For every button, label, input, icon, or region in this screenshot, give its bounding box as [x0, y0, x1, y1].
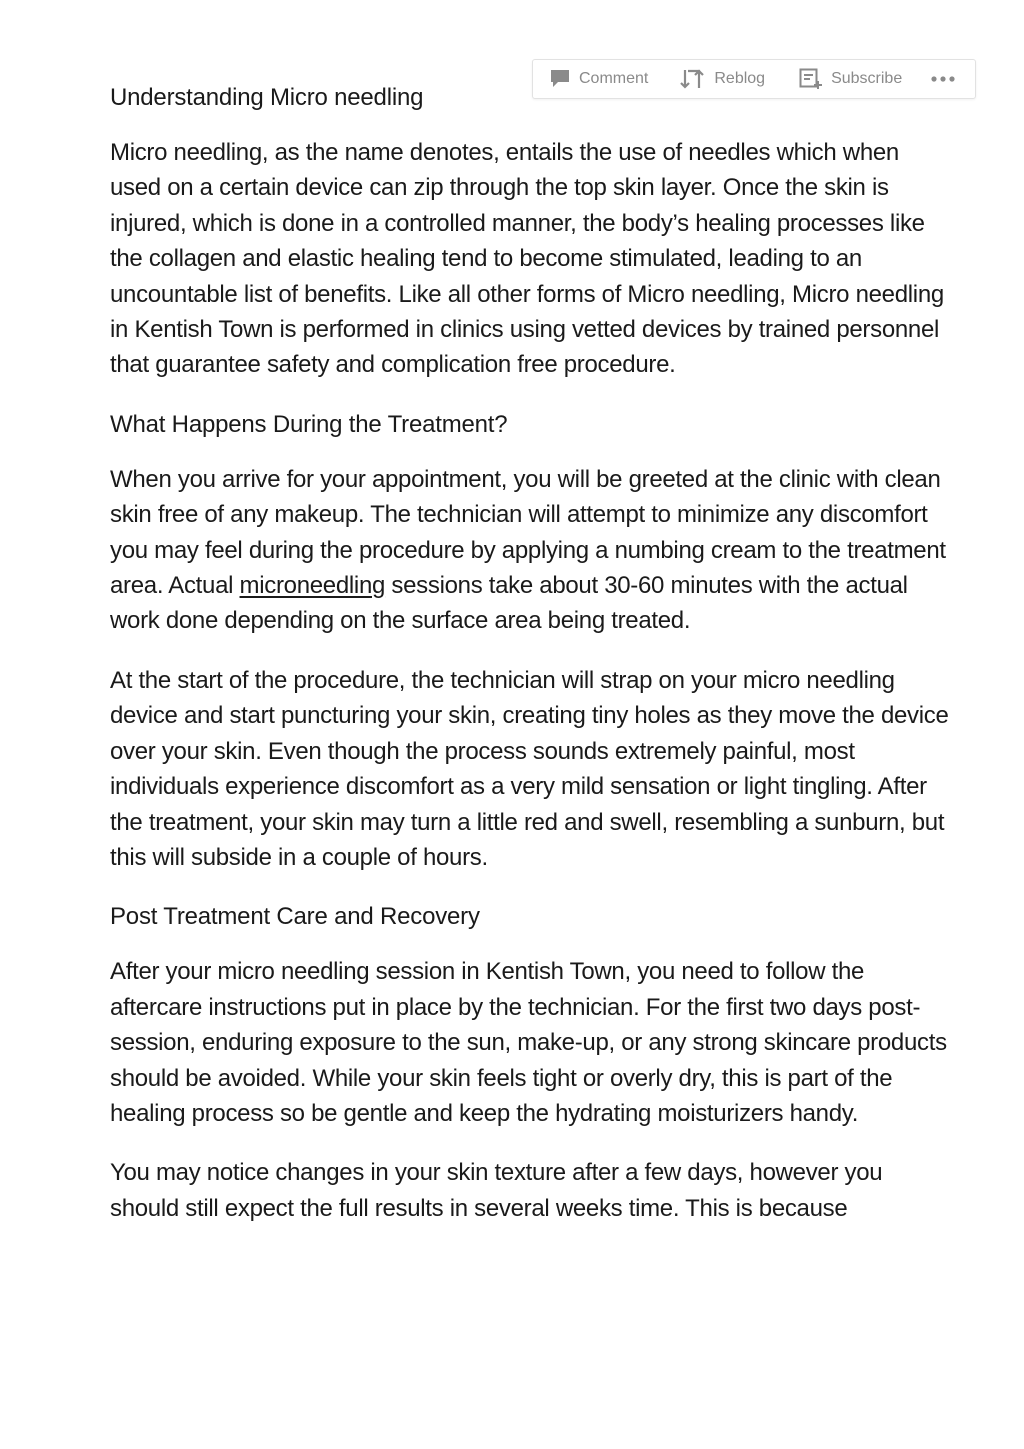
subscribe-label: Subscribe — [831, 70, 903, 87]
post-action-bar — [532, 59, 976, 99]
section-heading-treatment: What Happens During the Treatment? — [110, 410, 508, 438]
paragraph-post-treatment-2: You may notice changes in your skin texture after a few days, however you should still expect the full results in several weeks time. This is because — [110, 1159, 883, 1222]
reblog-label: Reblog — [714, 70, 766, 87]
comment-button[interactable] — [549, 60, 648, 98]
subscribe-icon — [799, 68, 823, 90]
paragraph-post-treatment-1: After your micro needling session in Kentish Town, you need to follow the aftercare instructions put in place by the technician. For the first two days post-session, enduring exposure to the sun, make-up, or any strong skincare products should be avoided. While your skin feels tight or overly dry, this is part of the healing process so be gentle and keep the hydrating moisturizers handy. — [110, 958, 947, 1127]
more-options-button[interactable] — [930, 60, 956, 98]
comment-icon — [549, 69, 571, 89]
paragraph-text: sessions take about 30-60 minutes with the actual work done depending on the surface area being treated. — [110, 572, 908, 635]
article-body — [110, 80, 950, 1250]
subscribe-button[interactable] — [799, 60, 902, 98]
paragraph-text: When you arrive for your appointment, you will be greeted at the clinic with clean skin free of any makeup. The technician will attempt to minimize any discomfort you may feel during the procedure by applying a numbing cream to the treatment area. Actual — [110, 465, 946, 600]
paragraph-understanding: Micro needling, as the name denotes, entails the use of needles which when used on a certain device can zip through the top skin layer. Once the skin is injured, which is done in a controlled manner, the body’s healing processes like the collagen and elastic healing tend to become stimulated, leading to an uncountable list of benefits. Like all other forms of Micro needling, Micro needling in Kentish Town is performed in clinics using vetted devices by trained personnel that guarantee safety and complication free procedure. — [110, 139, 944, 379]
paragraph-treatment-2: At the start of the procedure, the technician will strap on your micro needling device and start puncturing your skin, creating tiny holes as they move the device over your skin. Even though the process sounds extremely painful, most individuals experience discomfort as a very mild sensation or light tingling. After the treatment, your skin may turn a little red and swell, resembling a sunburn, but this will subside in a couple of hours. — [110, 666, 949, 871]
more-options-icon — [930, 75, 956, 83]
microneedling-link[interactable]: microneedling — [239, 572, 386, 600]
reblog-button[interactable] — [680, 60, 765, 98]
reblog-icon — [680, 68, 706, 90]
section-heading-post-treatment: Post Treatment Care and Recovery — [110, 903, 480, 931]
comment-label: Comment — [579, 70, 649, 87]
paragraph-treatment-1 — [110, 462, 950, 639]
section-heading-understanding: Understanding Micro needling — [110, 84, 424, 111]
